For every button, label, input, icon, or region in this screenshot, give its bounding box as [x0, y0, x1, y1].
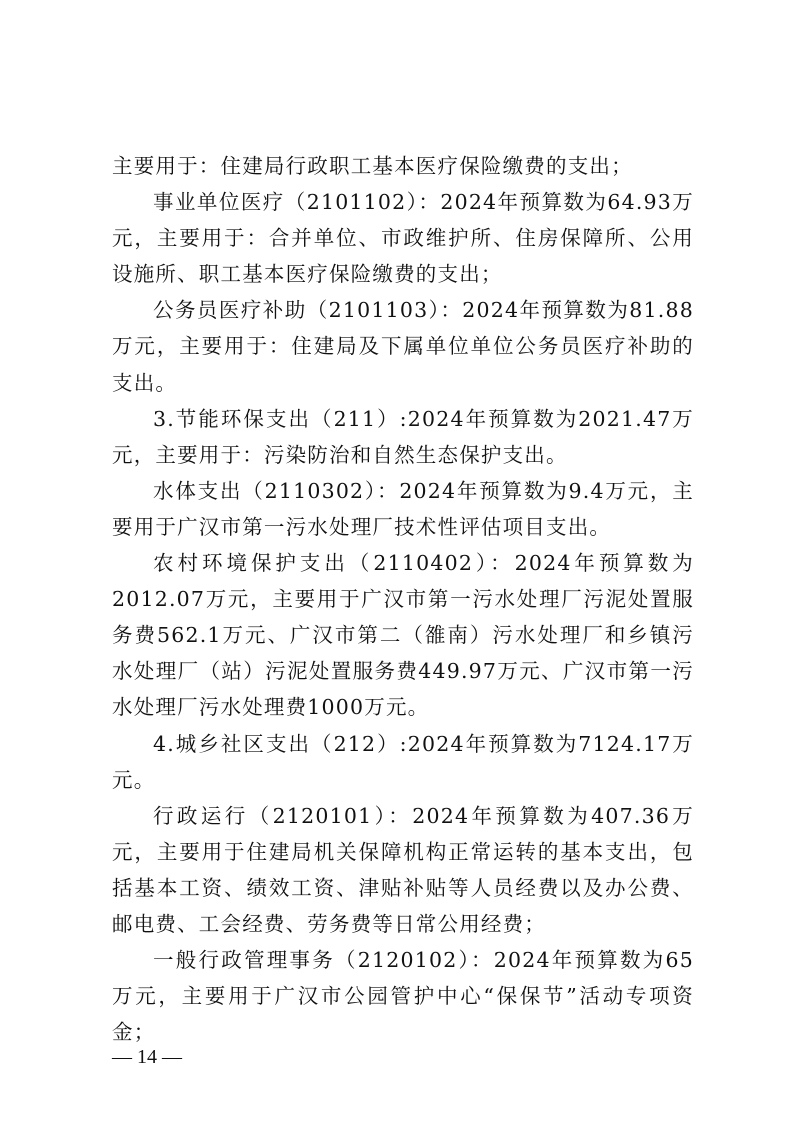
paragraph-rural-environment-protection: 农村环境保护支出（2110402）：2024年预算数为2012.07万元，主要用于广汉市第一污水处理厂污泥处置服务费562.1万元、广汉市第二（雒南）污水处理厂和乡镇污水处理厂（站）污泥处置服务费449.97万元、广汉市第一污水处理厂污水处理费1000万元。	[112, 551, 694, 720]
paragraph-general-administrative-affairs: 一般行政管理事务（2120102）：2024年预算数为65万元，主要用于广汉市公园管护中心“保保节”活动专项资金；	[112, 948, 694, 1045]
paragraph-water-body-expenditure: 水体支出（2110302）：2024年预算数为9.4万元，主要用于广汉市第一污水处理厂技术性评估项目支出。	[112, 478, 694, 539]
page-number: — 14 —	[112, 1046, 182, 1068]
body-text	[112, 148, 694, 1050]
paragraph-energy-environment-expenditure: 3.节能环保支出（211）:2024年预算数为2021.47万元，主要用于：污染防治和自然生态保护支出。	[112, 406, 694, 467]
paragraph-medical-insurance-usage: 主要用于：住建局行政职工基本医疗保险缴费的支出；	[112, 154, 633, 178]
paragraph-administrative-operation: 行政运行（2120101）：2024年预算数为407.36万元，主要用于住建局机关保障机构正常运转的基本支出，包括基本工资、绩效工资、津贴补贴等人员经费以及办公费、邮电费、工会经费、劳务费等日常公用经费；	[112, 803, 694, 936]
paragraph-civil-servant-medical-subsidy: 公务员医疗补助（2101103）：2024年预算数为81.88万元，主要用于：住建局及下属单位单位公务员医疗补助的支出。	[112, 298, 694, 395]
paragraph-urban-rural-community-expenditure: 4.城乡社区支出（212）:2024年预算数为7124.17万元。	[112, 731, 694, 792]
paragraph-institution-medical: 事业单位医疗（2101102）：2024年预算数为64.93万元，主要用于：合并单位、市政维护所、住房保障所、公用设施所、职工基本医疗保险缴费的支出；	[112, 190, 694, 287]
